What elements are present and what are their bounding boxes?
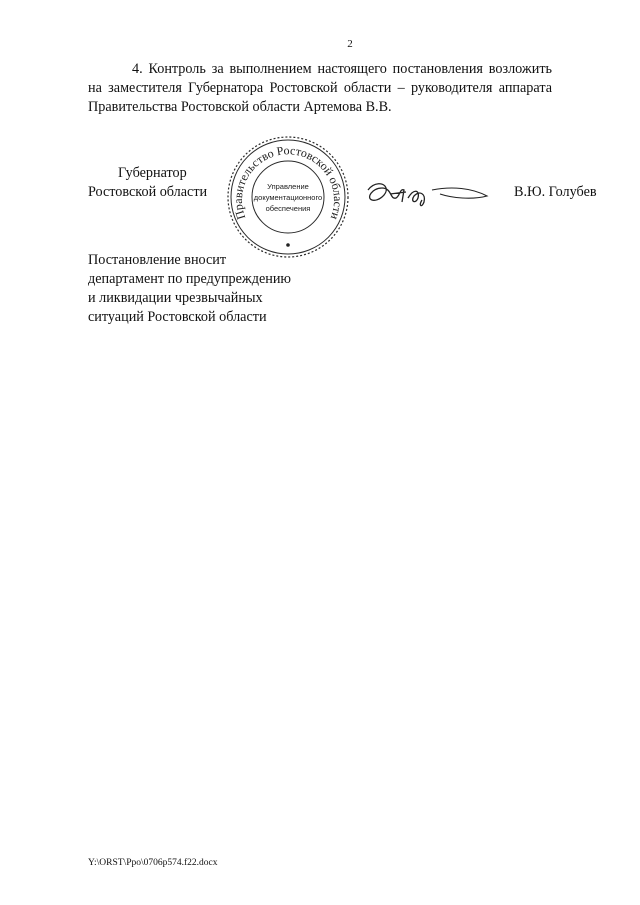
page-number: 2 bbox=[347, 38, 353, 50]
control-clause-paragraph: 4. Контроль за выполнением настоящего постановления возложить на заместителя Губернатора Ростовской области – руководителя аппарата Правительства Ростовской области Артемова В.В. bbox=[88, 61, 552, 115]
submitter-line: ситуаций Ростовской области bbox=[88, 309, 267, 325]
submitter-note bbox=[88, 251, 291, 327]
seal-inner-line3: обеспечения bbox=[265, 204, 311, 213]
seal-outer-text: Правительство Ростовской области bbox=[230, 143, 346, 222]
seal-inner-line2: документационного bbox=[253, 193, 323, 202]
signature-block bbox=[88, 164, 207, 202]
signer-position-line1: Губернатор bbox=[118, 165, 187, 181]
file-path-footer: Y:\ORST\Ppo\0706p574.f22.docx bbox=[88, 858, 218, 868]
handwritten-signature bbox=[362, 176, 497, 212]
submitter-line: и ликвидации чрезвычайных bbox=[88, 290, 263, 306]
signer-position-line2: Ростовской области bbox=[88, 184, 208, 200]
official-seal-stamp bbox=[226, 135, 350, 259]
seal-inner-line1: Управление bbox=[267, 182, 309, 191]
signer-name: В.Ю. Голубев bbox=[514, 184, 597, 200]
submitter-line: департамент по предупреждению bbox=[88, 271, 292, 287]
submitter-line: Постановление вносит bbox=[88, 252, 227, 268]
